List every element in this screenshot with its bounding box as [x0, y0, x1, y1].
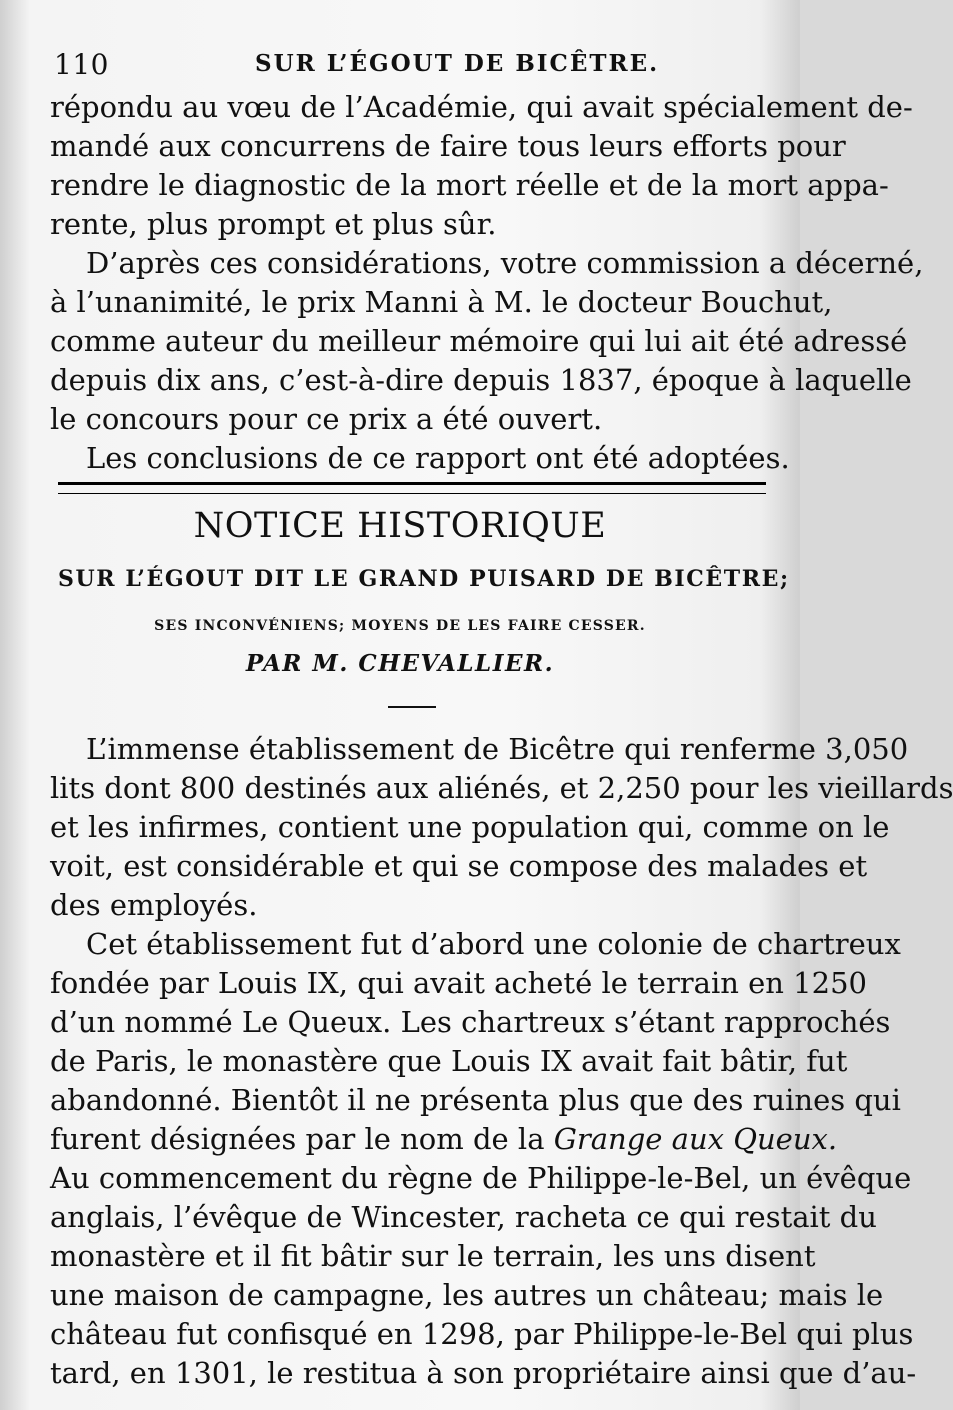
paragraph-1	[50, 88, 913, 244]
text-line: Les conclusions de ce rapport ont été adoptées.	[86, 441, 790, 475]
text-line: L’immense établissement de Bicêtre qui renferme 3,050	[86, 732, 909, 766]
text-line: tard, en 1301, le restitua à son propriétaire ainsi que d’au-	[50, 1356, 917, 1390]
body-paragraph-2	[50, 925, 917, 1393]
text-line: D’après ces considérations, votre commission a décerné,	[86, 246, 924, 280]
body-paragraph-1	[50, 730, 953, 925]
page-header	[0, 40, 800, 80]
report-conclusion-text	[50, 88, 924, 478]
text-line: Au commencement du règne de Philippe-le-Bel, un évêque	[50, 1161, 912, 1195]
italic-phrase: Grange aux Queux.	[553, 1122, 838, 1156]
text-line: fondée par Louis IX, qui avait acheté le terrain en 1250	[50, 966, 867, 1000]
text-line: répondu au vœu de l’Académie, qui avait spécialement de-	[50, 90, 913, 124]
text-line-with-italic	[50, 1120, 838, 1159]
text-line: abandonné. Bientôt il ne présenta plus que des ruines qui	[50, 1083, 901, 1117]
short-divider-rule	[388, 706, 436, 708]
text-line: Cet établissement fut d’abord une colonie de chartreux	[86, 927, 901, 961]
article-subtitle-secondary: SES INCONVÉNIENS; MOYENS DE LES FAIRE CESSER.	[154, 618, 646, 634]
text-line: une maison de campagne, les autres un château; mais le	[50, 1278, 884, 1312]
text-line: château fut confisqué en 1298, par Philippe-le-Bel qui plus	[50, 1317, 914, 1351]
paragraph-2	[50, 244, 924, 439]
text-line: à l’unanimité, le prix Manni à M. le docteur Bouchut,	[50, 285, 833, 319]
article-title: NOTICE HISTORIQUE	[193, 506, 607, 546]
text-line: d’un nommé Le Queux. Les chartreux s’étant rapprochés	[50, 1005, 891, 1039]
text-line: anglais, l’évêque de Wincester, racheta ce qui restait du	[50, 1200, 877, 1234]
article-body-text	[50, 730, 953, 1393]
text-line: comme auteur du meilleur mémoire qui lui ait été adressé	[50, 324, 908, 358]
article-byline: PAR M. CHEVALLIER.	[245, 650, 555, 677]
paragraph-3	[50, 439, 790, 478]
text-line: depuis dix ans, c’est-à-dire depuis 1837, époque à laquelle	[50, 363, 912, 397]
text-line: rendre le diagnostic de la mort réelle et de la mort appa-	[50, 168, 889, 202]
text-line: des employés.	[50, 888, 258, 922]
running-head: SUR L’ÉGOUT DE BICÊTRE.	[255, 50, 660, 77]
text-line: et les infirmes, contient une population qui, comme on le	[50, 810, 890, 844]
text-fragment: furent désignées par le nom de la	[50, 1122, 554, 1156]
text-line: mandé aux concurrens de faire tous leurs efforts pour	[50, 129, 846, 163]
text-line: le concours pour ce prix a été ouvert.	[50, 402, 603, 436]
text-line: monastère et il fit bâtir sur le terrain, les uns disent	[50, 1239, 816, 1273]
text-line: de Paris, le monastère que Louis IX avait fait bâtir, fut	[50, 1044, 848, 1078]
text-line: rente, plus prompt et plus sûr.	[50, 207, 497, 241]
article-subtitle: SUR L’ÉGOUT DIT LE GRAND PUISARD DE BICÊTRE;	[58, 566, 790, 592]
text-line: voit, est considérable et qui se compose des malades et	[50, 849, 868, 883]
page-number: 110	[54, 48, 109, 81]
text-line: lits dont 800 destinés aux aliénés, et 2,250 pour les vieillards	[50, 771, 953, 805]
section-divider-rule	[58, 482, 766, 494]
